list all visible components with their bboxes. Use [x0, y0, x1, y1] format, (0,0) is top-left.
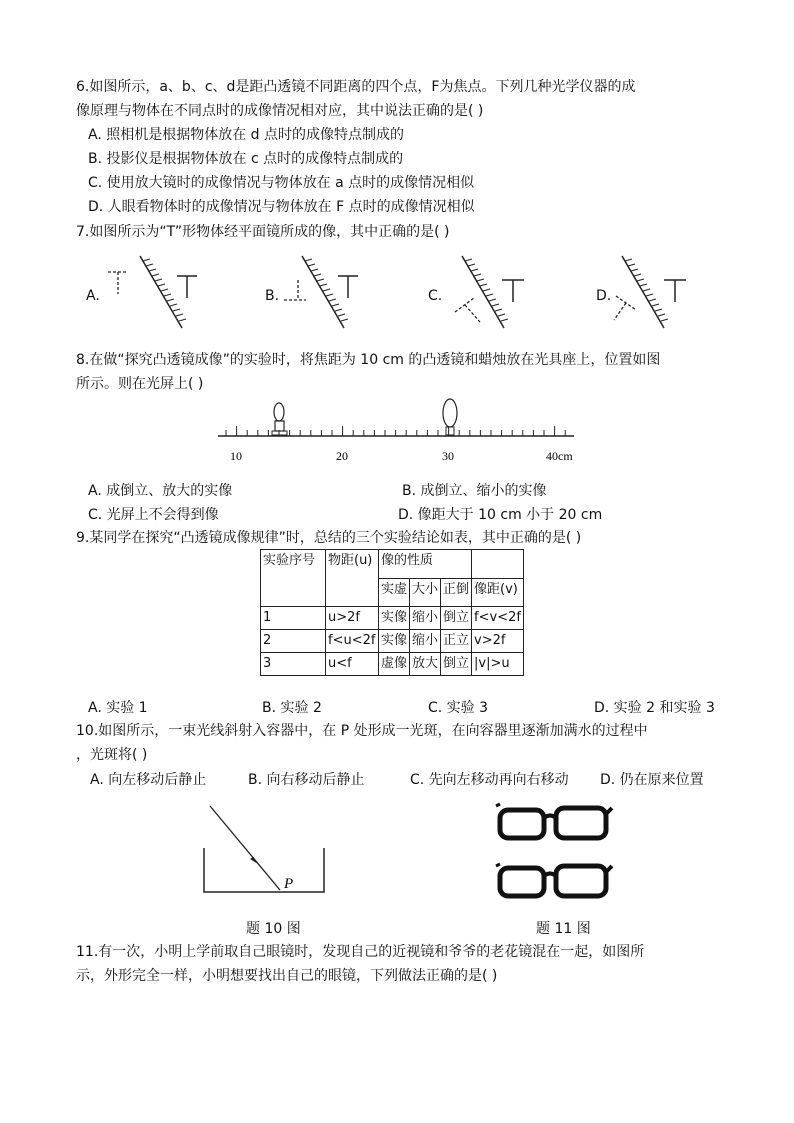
- table-cell: v>2f: [472, 630, 524, 653]
- table-cell: f<v<2f: [472, 607, 524, 630]
- q7-label-c: C.: [428, 288, 443, 304]
- q7-label-d: D.: [596, 288, 612, 304]
- q9-option-b: B. 实验 2: [262, 700, 322, 716]
- glasses-icon: [496, 864, 612, 896]
- table-row: [261, 607, 524, 630]
- q10-caption: 题 10 图: [246, 921, 301, 937]
- glasses-icon: [496, 804, 612, 838]
- table-cell: 实像: [379, 630, 410, 653]
- q7-label-a: A.: [86, 288, 100, 304]
- q6-option-b: B. 投影仪是根据物体放在 c 点时的成像特点制成的: [88, 151, 404, 167]
- q8-stem-line2: 所示。则在光屏上( ): [76, 376, 204, 392]
- q8-option-b: B. 成倒立、缩小的实像: [402, 483, 547, 499]
- q10-option-d: D. 仍在原来位置: [600, 772, 704, 788]
- q8-option-d: D. 像距大于 10 cm 小于 20 cm: [398, 507, 603, 523]
- q11-caption: 题 11 图: [536, 921, 591, 937]
- q7-figure-c: [455, 256, 524, 328]
- q10-container-figure: [190, 800, 340, 900]
- q8-option-c: C. 光屏上不会得到像: [88, 507, 219, 523]
- q7-figure-b: [284, 256, 358, 328]
- table-header-property: 像的性质: [379, 550, 472, 579]
- table-cell: 倒立: [441, 653, 472, 676]
- q10-stem-line2: ，光斑将( ): [76, 747, 148, 763]
- q9-option-a: A. 实验 1: [88, 700, 148, 716]
- table-row: [261, 630, 524, 653]
- table-header-distance: 物距(u): [326, 550, 379, 607]
- q9-option-c: C. 实验 3: [428, 700, 489, 716]
- q10-option-c: C. 先向左移动再向右移动: [410, 772, 569, 788]
- q11-stem-line2: 示，外形完全一样，小明想要找出自己的眼镜，下列做法正确的是( ): [76, 968, 498, 984]
- point-p-label: P: [284, 876, 294, 892]
- q6-option-c: C. 使用放大镜时的成像情况与物体放在 a 点时的成像情况相似: [88, 175, 475, 191]
- table-cell: |v|>u: [472, 653, 524, 676]
- table-header-blank: [472, 550, 524, 579]
- q6-stem-line1: 6.如图所示，a、b、c、d是距凸透镜不同距离的四个点，F为焦点。下列几种光学仪器的成: [76, 79, 636, 95]
- q11-stem-line1: 11.有一次，小明上学前取自己眼镜时，发现自己的近视镜和爷爷的老花镜混在一起，如图所: [76, 944, 645, 960]
- q7-label-b: B.: [265, 288, 280, 304]
- table-cell: 缩小: [410, 607, 441, 630]
- q10-option-b: B. 向右移动后静止: [248, 772, 365, 788]
- ruler-label-10: 10: [230, 449, 242, 463]
- table-cell: 虚像: [379, 653, 410, 676]
- q6-option-d: D. 人眼看物体时的成像情况与物体放在 F 点时的成像情况相似: [88, 199, 475, 215]
- q9-stem: 9.某同学在探究“凸透镜成像规律”时，总结的三个实验结论如表，其中正确的是( ): [76, 530, 582, 546]
- lens-icon: [443, 399, 457, 435]
- table-header-image-distance: 像距(v): [472, 579, 524, 607]
- q11-glasses-figure: [490, 800, 620, 910]
- q8-stem-line1: 8.在做“探究凸透镜成像”的实验时，将焦距为 10 cm 的凸透镜和蜡烛放在光具座上，位置如图: [76, 352, 661, 368]
- q7-mirror-figures: [0, 248, 794, 338]
- table-header-size: 大小: [410, 579, 441, 607]
- table-cell: 2: [261, 630, 326, 653]
- table-cell: 倒立: [441, 607, 472, 630]
- q7-stem: 7.如图所示为“T”形物体经平面镜所成的像，其中正确的是( ): [76, 224, 450, 240]
- table-cell: u>2f: [326, 607, 379, 630]
- table-header-seq: 实验序号: [261, 550, 326, 607]
- table-cell: 正立: [441, 630, 472, 653]
- q8-option-a: A. 成倒立、放大的实像: [88, 483, 233, 499]
- q7-figure-d: [614, 256, 686, 328]
- table-cell: u<f: [326, 653, 379, 676]
- table-header-orient: 正倒: [441, 579, 472, 607]
- q10-stem-line1: 10.如图所示，一束光线斜射入容器中，在 P 处形成一光斑，在向容器里逐渐加满水的过程中: [76, 723, 648, 739]
- table-cell: 实像: [379, 607, 410, 630]
- table-cell: 1: [261, 607, 326, 630]
- table-header-real: 实虚: [379, 579, 410, 607]
- table-row: [261, 653, 524, 676]
- q7-figure-a: [108, 256, 197, 328]
- q9-results-table: [260, 549, 524, 676]
- q6-option-a: A. 照相机是根据物体放在 d 点时的成像特点制成的: [88, 127, 405, 143]
- ruler-label-40cm: 40cm: [546, 449, 573, 463]
- table-cell: f<u<2f: [326, 630, 379, 653]
- table-cell: 放大: [410, 653, 441, 676]
- q8-optical-bench: [0, 395, 794, 470]
- ruler-label-20: 20: [336, 449, 348, 463]
- table-cell: 缩小: [410, 630, 441, 653]
- table-cell: 3: [261, 653, 326, 676]
- light-ray: [210, 806, 280, 890]
- q6-stem-line2: 像原理与物体在不同点时的成像情况相对应，其中说法正确的是( ): [76, 103, 484, 119]
- q9-option-d: D. 实验 2 和实验 3: [594, 700, 715, 716]
- q10-option-a: A. 向左移动后静止: [90, 772, 207, 788]
- ruler-label-30: 30: [442, 449, 454, 463]
